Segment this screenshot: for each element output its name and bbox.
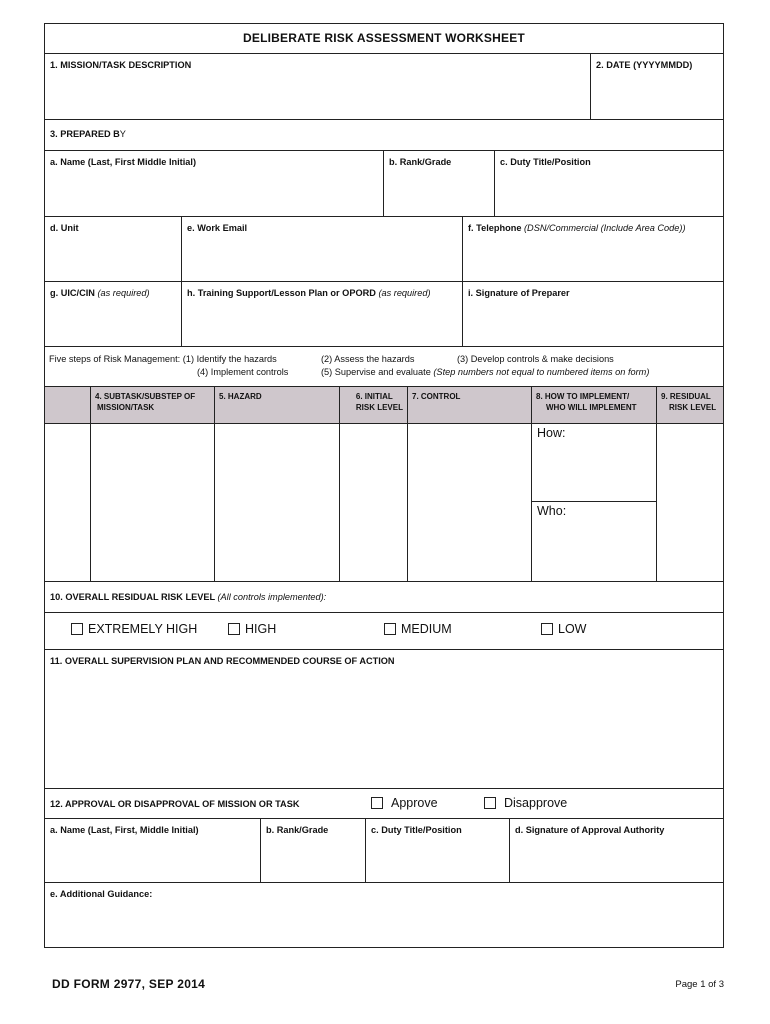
date-field[interactable] (595, 95, 721, 115)
prepared-by-label: 3. PREPARED BY (50, 129, 126, 139)
page-number: Page 1 of 3 (675, 979, 724, 990)
header-hazard: 5. HAZARD (214, 387, 339, 423)
mission-description-field[interactable] (49, 74, 586, 115)
control-field[interactable] (412, 428, 527, 577)
approve-checkbox[interactable]: Approve (371, 796, 438, 810)
supervision-plan-label: 11. OVERALL SUPERVISION PLAN AND RECOMMENDED COURSE OF ACTION (50, 656, 395, 666)
overall-risk-row (45, 582, 723, 613)
risk-option-high[interactable]: HIGH (228, 622, 276, 636)
steps-intro: Five steps of Risk Management: (1) Identify the hazards (49, 354, 277, 364)
training-field[interactable] (186, 322, 458, 342)
telephone-field[interactable] (467, 257, 721, 277)
mission-label: 1. MISSION/TASK DESCRIPTION (50, 60, 192, 70)
uic-field[interactable] (49, 322, 177, 342)
checkbox-icon (484, 797, 496, 809)
form-number: DD FORM 2977, SEP 2014 (52, 977, 206, 991)
approver-name-field[interactable] (49, 858, 256, 878)
risk-option-extremely-high[interactable]: EXTREMELY HIGH (71, 622, 197, 636)
preparer-name-label: a. Name (Last, First Middle Initial) (50, 157, 197, 167)
step-3: (3) Develop controls & make decisions (457, 354, 614, 364)
control-cell (407, 424, 531, 581)
initial-risk-cell (339, 424, 407, 581)
risk-assessment-form (44, 23, 724, 948)
preparer-name-field[interactable] (49, 192, 379, 212)
uic-cell (45, 282, 181, 346)
header-how-who: 8. HOW TO IMPLEMENT/ WHO WILL IMPLEMENT (531, 387, 656, 423)
approver-signature-field[interactable] (514, 858, 721, 878)
email-field[interactable] (186, 257, 458, 277)
form-title-row (45, 24, 723, 54)
date-cell (590, 54, 725, 119)
approver-duty-label: c. Duty Title/Position (371, 825, 462, 835)
preparer-signature-label: i. Signature of Preparer (468, 288, 570, 298)
unit-label: d. Unit (50, 223, 79, 233)
preparer-rank-field[interactable] (388, 192, 490, 212)
step-4: (4) Implement controls (197, 367, 289, 377)
hazard-field[interactable] (219, 428, 335, 577)
preparer-extra-row (45, 282, 723, 347)
preparer-rank-label: b. Rank/Grade (389, 157, 452, 167)
approval-label: 12. APPROVAL OR DISAPPROVAL OF MISSION OR TASK (50, 799, 300, 809)
telephone-cell (462, 217, 725, 281)
risk-table-header (45, 387, 723, 424)
step-5: (5) Supervise and evaluate (Step numbers not equal to numbered items on form) (321, 367, 650, 377)
supervision-plan-field[interactable] (49, 670, 719, 784)
preparer-name-row (45, 151, 723, 217)
approver-duty-cell (365, 819, 509, 882)
training-cell (181, 282, 462, 346)
telephone-label: f. Telephone (DSN/Commercial (Include Area Code)) (468, 223, 686, 233)
header-blank (45, 387, 90, 423)
approver-rank-cell (260, 819, 365, 882)
approver-name-label: a. Name (Last, First, Middle Initial) (50, 825, 199, 835)
five-steps-row (45, 347, 723, 387)
initial-risk-field[interactable] (344, 428, 403, 577)
guidance-label: e. Additional Guidance: (50, 889, 153, 899)
uic-label: g. UIC/CIN (as required) (50, 288, 150, 298)
who-field[interactable] (536, 522, 652, 578)
checkbox-icon (541, 623, 553, 635)
hazard-cell (214, 424, 339, 581)
supervision-plan-row (45, 650, 723, 789)
preparer-signature-field[interactable] (467, 322, 721, 342)
subtask-cell (90, 424, 214, 581)
unit-cell (45, 217, 181, 281)
email-cell (181, 217, 462, 281)
residual-risk-cell (656, 424, 725, 581)
who-subcell (532, 501, 656, 582)
residual-risk-field[interactable] (661, 428, 721, 577)
approver-rank-label: b. Rank/Grade (266, 825, 329, 835)
header-control: 7. CONTROL (407, 387, 531, 423)
step-2: (2) Assess the hazards (321, 354, 415, 364)
approver-row (45, 819, 723, 883)
prepared-by-row (45, 120, 723, 151)
row-blank (45, 424, 90, 581)
checkbox-icon (71, 623, 83, 635)
who-label: Who: (537, 504, 567, 518)
preparer-rank-cell (383, 151, 494, 216)
header-residual-risk: 9. RESIDUAL RISK LEVEL (656, 387, 725, 423)
risk-table-row (45, 424, 723, 582)
header-subtask: 4. SUBTASK/SUBSTEP OF MISSION/TASK (90, 387, 214, 423)
guidance-field[interactable] (49, 903, 719, 945)
approval-row (45, 789, 723, 819)
preparer-name-cell (45, 151, 383, 216)
header-initial-risk: 6. INITIAL RISK LEVEL (339, 387, 407, 423)
preparer-contact-row (45, 217, 723, 282)
risk-option-low[interactable]: LOW (541, 622, 586, 636)
risk-option-medium[interactable]: MEDIUM (384, 622, 452, 636)
approver-signature-label: d. Signature of Approval Authority (515, 825, 665, 835)
overall-risk-options (45, 613, 723, 650)
preparer-duty-cell (494, 151, 725, 216)
training-label: h. Training Support/Lesson Plan or OPORD (as required) (187, 288, 431, 298)
approver-duty-field[interactable] (370, 858, 505, 878)
how-label: How: (537, 426, 566, 440)
guidance-row (45, 883, 723, 949)
checkbox-icon (384, 623, 396, 635)
form-title: DELIBERATE RISK ASSESSMENT WORKSHEET (243, 31, 525, 45)
approver-signature-cell (509, 819, 725, 882)
how-field[interactable] (536, 444, 652, 497)
checkbox-icon (228, 623, 240, 635)
checkbox-icon (371, 797, 383, 809)
mission-row (45, 54, 723, 120)
approver-rank-field[interactable] (265, 858, 361, 878)
preparer-duty-field[interactable] (499, 192, 721, 212)
how-who-cell (531, 424, 656, 581)
approver-name-cell (45, 819, 260, 882)
email-label: e. Work Email (187, 223, 248, 233)
disapprove-checkbox[interactable]: Disapprove (484, 796, 567, 810)
preparer-signature-cell (462, 282, 725, 346)
unit-field[interactable] (49, 257, 177, 277)
subtask-field[interactable] (95, 428, 210, 577)
mission-cell (45, 54, 590, 119)
how-subcell (532, 424, 656, 502)
date-label: 2. DATE (YYYYMMDD) (596, 60, 693, 70)
overall-risk-label: 10. OVERALL RESIDUAL RISK LEVEL (All controls implemented): (50, 592, 327, 602)
preparer-duty-label: c. Duty Title/Position (500, 157, 591, 167)
